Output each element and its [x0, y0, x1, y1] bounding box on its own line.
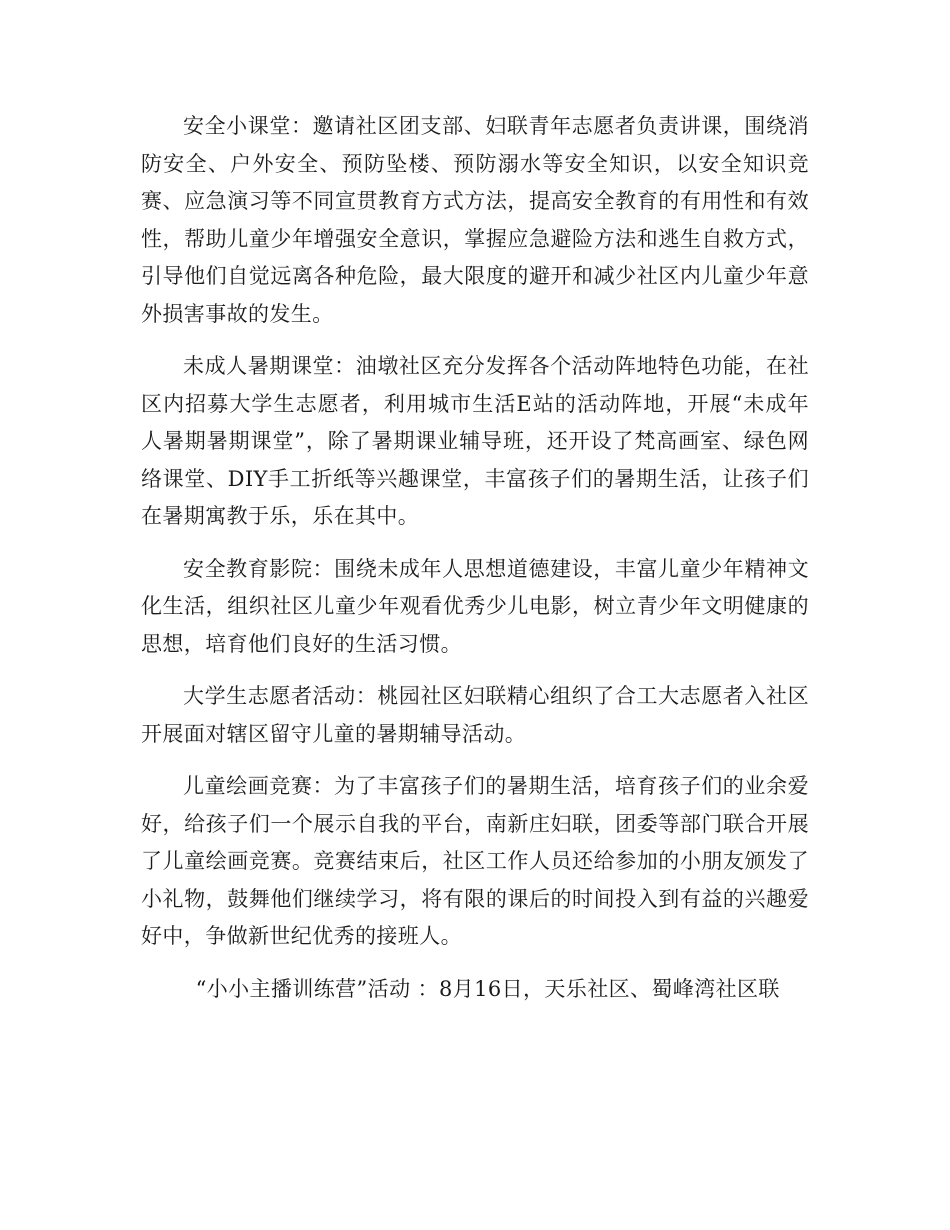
paragraph-summer-class: 未成人暑期课堂：油墩社区充分发挥各个活动阵地特色功能，在社区内招募大学生志愿者，利用城市生活E站的活动阵地，开展“未成年人暑期暑期课堂”，除了暑期课业辅导班，还开设了梵高画室、绿色网络课堂、DIY手工折纸等兴趣课堂，丰富孩子们的暑期生活，让孩子们在暑期寓教于乐，乐在其中。 [141, 354, 809, 528]
paragraph-safety-class: 安全小课堂：邀请社区团支部、妇联青年志愿者负责讲课，围绕消防安全、户外安全、预防坠楼、预防溺水等安全知识，以安全知识竞赛、应急演习等不同宣贯教育方式方法，提高安全教育的有用性和有效性，帮助儿童少年增强安全意识，掌握应急避险方法和逃生自救方式，引导他们自觉远离各种危险，最大限度的避开和减少社区内儿童少年意外损害事故的发生。 [141, 114, 809, 326]
paragraph-safety-cinema: 安全教育影院：围绕未成年人思想道德建设，丰富儿童少年精神文化生活，组织社区儿童少年观看优秀少儿电影，树立青少年文明健康的思想，培育他们良好的生活习惯。 [141, 556, 809, 656]
paragraph-volunteer-activity: 大学生志愿者活动：桃园社区妇联精心组织了合工大志愿者入社区开展面对辖区留守儿童的暑期辅导活动。 [141, 684, 809, 746]
paragraph-anchor-camp: “小小主播训练营”活动 ：8月16日，天乐社区、蜀峰湾社区联 [195, 976, 780, 1001]
document-body [141, 108, 809, 1023]
paragraph-drawing-contest: 儿童绘画竞赛：为了丰富孩子们的暑期生活，培育孩子们的业余爱好，给孩子们一个展示自我的平台，南新庄妇联，团委等部门联合开展了儿童绘画竞赛。竞赛结束后，社区工作人员还给参加的小朋友颁发了小礼物，鼓舞他们继续学习，将有限的课后的时间投入到有益的兴趣爱好中，争做新世纪优秀的接班人。 [141, 774, 809, 948]
